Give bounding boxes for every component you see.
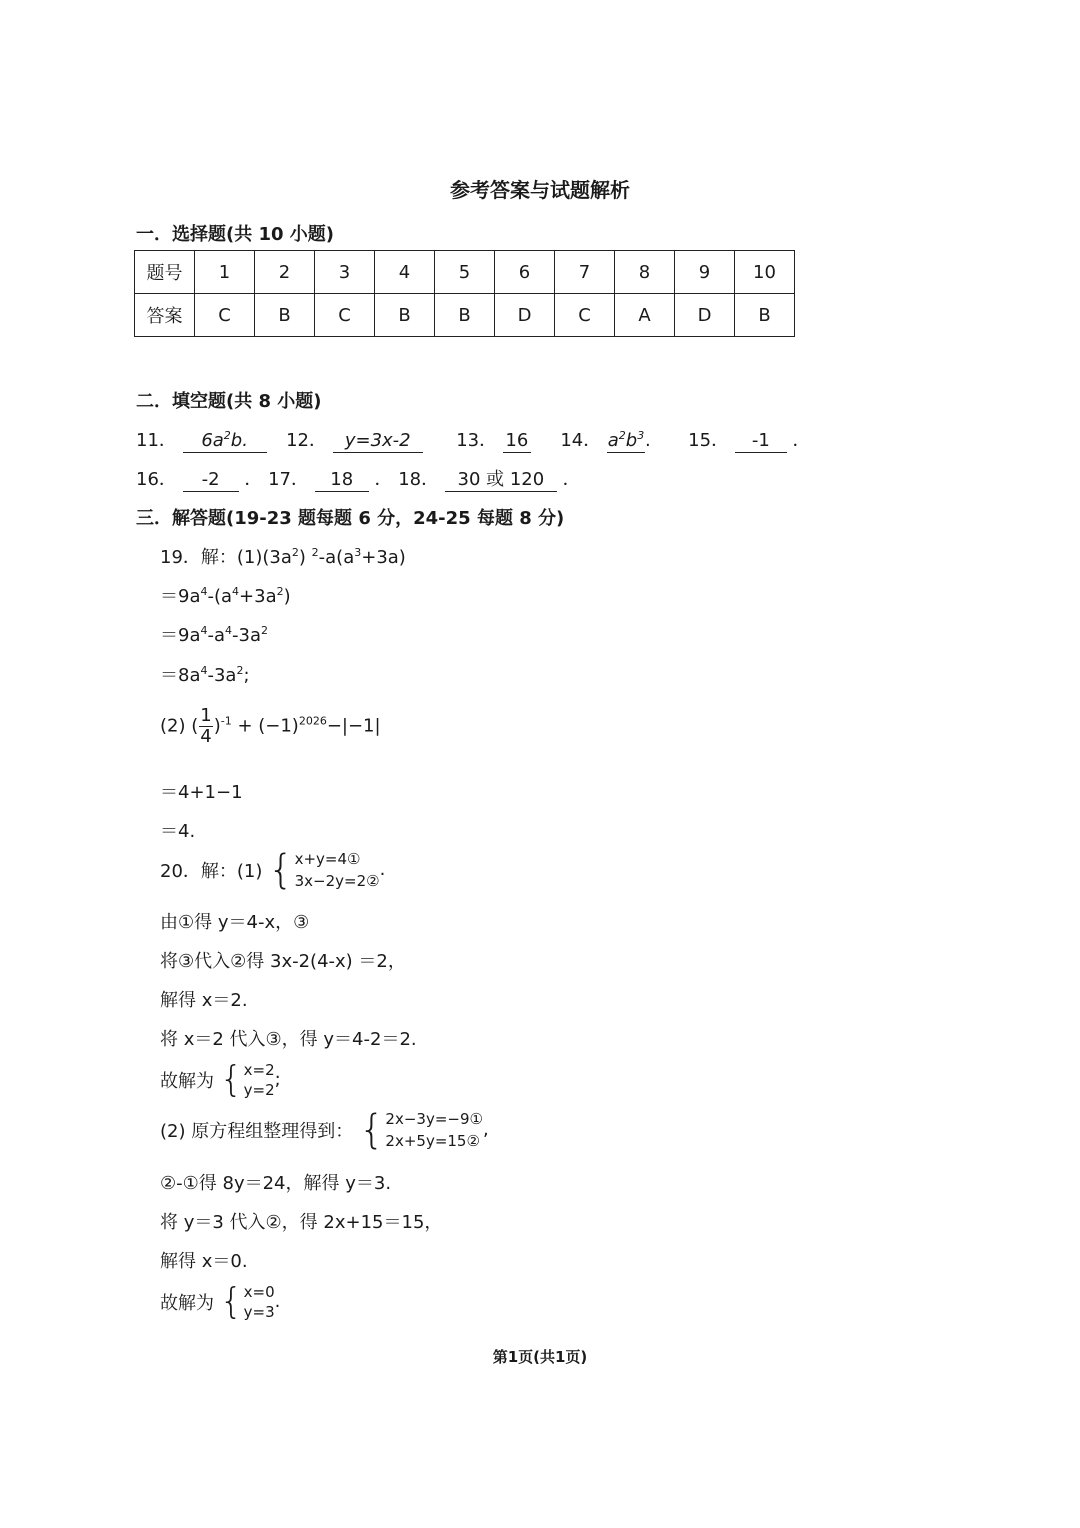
table-cell: B (375, 294, 435, 337)
q19-part2: (2) ( $\frac{1}{4}$ )$^{-1} + (-1)^{2026}-|-1|$ (160, 705, 381, 747)
table-cell: C (555, 294, 615, 337)
table-cell: B (735, 294, 795, 337)
q16-end: ． (244, 469, 263, 490)
q14-label: 14． (560, 430, 602, 451)
q20-line-5: 将 x＝2 代入③，得 y＝4-2＝2. (160, 1029, 417, 1050)
q14-end: . (644, 430, 651, 451)
table-cell: C (315, 294, 375, 337)
section1-heading: 一．选择题(共 10 小题) (136, 224, 335, 245)
q20-line-11: 故解为 { x=0 y=3 . (160, 1281, 281, 1322)
table-cell: 7 (555, 251, 615, 294)
q15-label: 15． (688, 430, 730, 451)
q17-end: ． (374, 469, 393, 490)
q17-answer: 18 (315, 469, 369, 492)
q12-answer: y=3x-2 (333, 430, 423, 453)
q16-label: 16． (136, 469, 177, 490)
solution-system: { x=2 y=2 (219, 1059, 275, 1100)
table-cell: 4 (375, 251, 435, 294)
q13-label: 13． (456, 430, 498, 451)
page-footer: 第1页(共1页) (492, 1348, 588, 1366)
table-cell: A (615, 294, 675, 337)
table-cell: B (435, 294, 495, 337)
page-title: 参考答案与试题解析 (450, 178, 630, 202)
q20-line-8: ②-①得 8y＝24，解得 y＝3. (160, 1173, 392, 1194)
q11-answer: $6a^2b$. (183, 425, 267, 453)
table-header-cell: 题号 (135, 251, 195, 294)
equation-system: { 2x−3y=−9① 2x+5y=15② (358, 1107, 483, 1153)
table-row (135, 251, 795, 294)
q19-line-3: $=9a^4-a^4-3a^2$ (160, 624, 268, 646)
q18-end: ． (562, 469, 581, 490)
table-cell: C (195, 294, 255, 337)
q12-label: 12． (286, 430, 328, 451)
q19-line-7: ＝4. (160, 821, 196, 842)
q19-line-6: ＝4+1−1 (160, 782, 243, 803)
section2-heading: 二．填空题(共 8 小题) (136, 391, 322, 412)
section3-heading: 三．解答题(19-23 题每题 6 分，24-25 每题 8 分) (136, 508, 565, 529)
q19-line-2: $=9a^4-(a^4+3a^2)$ (160, 585, 291, 607)
table-cell: 1 (195, 251, 255, 294)
table-cell: 5 (435, 251, 495, 294)
q13-answer: 16 (503, 430, 531, 453)
q20-line-6: 故解为 { x=2 y=2 ; (160, 1059, 281, 1100)
fraction: $\frac{1}{4}$ (200, 705, 212, 747)
fill-blank-line-1 (136, 425, 811, 453)
q20-line-2: 由①得 y＝4-x，③ (160, 912, 310, 933)
table-header-cell: 答案 (135, 294, 195, 337)
answer-table (134, 250, 795, 337)
q20-line-4: 解得 x＝2. (160, 990, 248, 1011)
q19-line-1: 19．解：$(1)(3a^2)$ $^2-a(a^3+3a)$ (160, 546, 406, 568)
q11-label: 11． (136, 430, 177, 451)
fill-blank-line-2 (136, 465, 581, 492)
q17-label: 17． (268, 469, 310, 490)
equation-system: { x+y=4① 3x−2y=2② (268, 847, 380, 893)
table-cell: B (255, 294, 315, 337)
q15-end: ． (792, 430, 811, 451)
q19-line-4: $=8a^4-3a^2$; (160, 664, 250, 686)
q18-answer: 30 或 120 (445, 469, 557, 492)
table-cell: 9 (675, 251, 735, 294)
q20-line-9: 将 y＝3 代入②，得 2x+15＝15， (160, 1212, 443, 1233)
q20-part2: (2) 原方程组整理得到： { 2x−3y=−9① 2x+5y=15② , (160, 1107, 489, 1153)
table-cell: 3 (315, 251, 375, 294)
table-cell: D (675, 294, 735, 337)
q20-line-1: 20．解：(1) { x+y=4① 3x−2y=2② . (160, 847, 386, 893)
q15-answer: -1 (735, 430, 787, 453)
q20-line-10: 解得 x＝0. (160, 1251, 248, 1272)
table-cell: 8 (615, 251, 675, 294)
solution-system: { x=0 y=3 (219, 1281, 275, 1322)
table-cell: 10 (735, 251, 795, 294)
q20-line-3: 将③代入②得 3x-2(4-x) ＝2， (160, 951, 406, 972)
table-cell: 2 (255, 251, 315, 294)
table-cell: 6 (495, 251, 555, 294)
table-row (135, 294, 795, 337)
q16-answer: -2 (183, 469, 239, 492)
q14-answer: $a^2b^3$ (607, 425, 645, 453)
table-cell: D (495, 294, 555, 337)
q18-label: 18． (398, 469, 440, 490)
